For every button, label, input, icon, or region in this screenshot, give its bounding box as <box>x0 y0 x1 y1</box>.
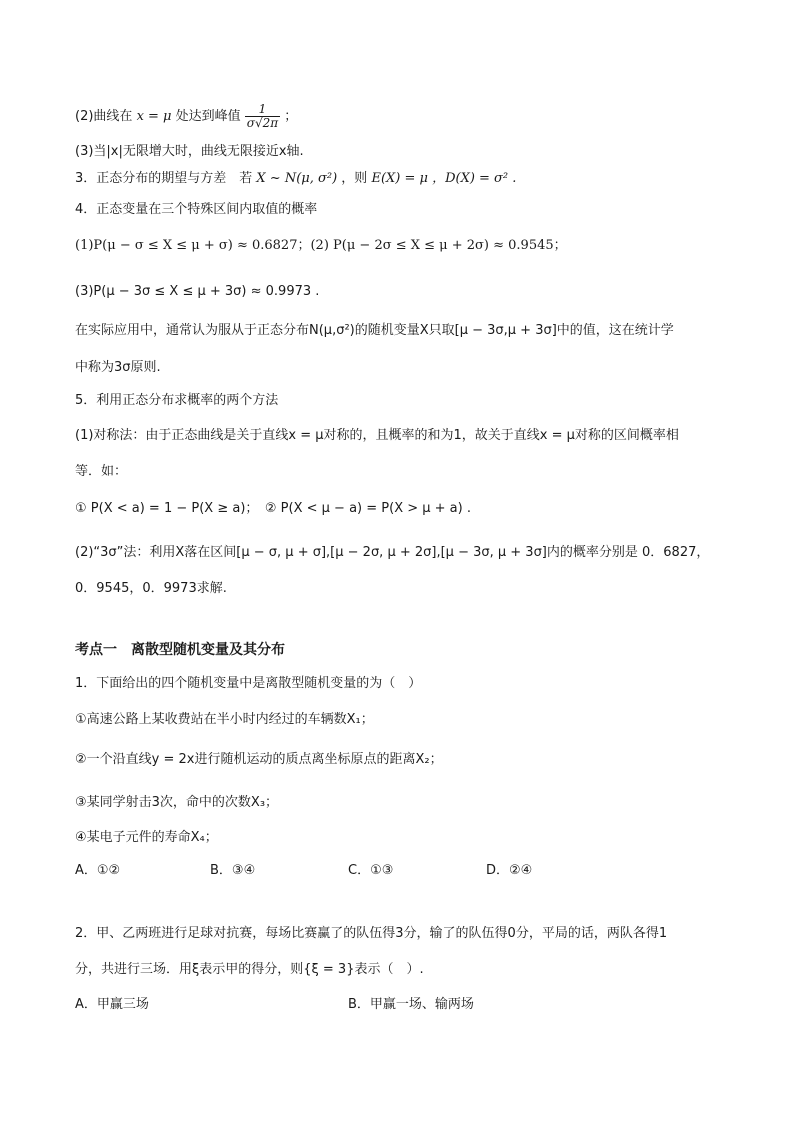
interval-heading: 4．正态变量在三个特殊区间内取值的概率 <box>75 202 318 217</box>
question-1-option-b[interactable]: B．③④ <box>210 863 256 878</box>
question-1-option-c[interactable]: C．①③ <box>348 863 394 878</box>
math: x = μ <box>136 109 172 124</box>
interval-prob-3: (3)P(μ − 3σ ≤ X ≤ μ + 3σ) ≈ 0.9973 . <box>75 284 320 299</box>
interval-prob-1-2: (1)P(μ − σ ≤ X ≤ μ + σ) ≈ 0.6827；(2) P(μ − 2σ ≤ X ≤ μ + 2σ) ≈ 0.9545； <box>75 238 567 253</box>
math: E(X) = μ ，D(X) = σ² . <box>371 171 517 186</box>
three-sigma-method: (2)“3σ”法：利用X落在区间[μ − σ, μ + σ],[μ − 2σ, μ + 2σ],[μ − 3σ, μ + 3σ]内的概率分别是 0．6827， <box>75 545 710 560</box>
fraction-numerator: 1 <box>245 103 280 117</box>
fraction-denominator: σ√2π <box>246 116 279 130</box>
question-1-option-d[interactable]: D．②④ <box>486 863 533 878</box>
application-line: 在实际应用中，通常认为服从于正态分布N(μ,σ²)的随机变量X只取[μ − 3σ,μ + 3σ]中的值，这在统计学 <box>75 323 674 338</box>
symmetry-method: (1)对称法：由于正态曲线是关于直线x = μ对称的，且概率的和为1，故关于直线x = μ对称的区间概率相 <box>75 428 679 443</box>
asymptote-line: (3)当|x|无限增大时，曲线无限接近x轴. <box>75 144 304 159</box>
question-1-option-a[interactable]: A．①② <box>75 863 121 878</box>
question-2-stem-line-2: 分，共进行三场．用ξ表示甲的得分，则{ξ = 3}表示（ ）. <box>75 962 424 977</box>
three-sigma-rule: 中称为3σ原则. <box>75 360 161 375</box>
section-heading: 考点一 离散型随机变量及其分布 <box>75 642 285 658</box>
question-1-item-3: ③某同学射击3次，命中的次数X₃； <box>75 795 279 810</box>
question-2-option-b[interactable]: B．甲赢一场、输两场 <box>348 997 474 1012</box>
three-sigma-values: 0．9545，0．9973求解. <box>75 581 227 596</box>
question-1-stem: 1．下面给出的四个随机变量中是离散型随机变量的为（ ） <box>75 676 422 691</box>
text: (2)曲线在 <box>75 109 133 124</box>
text: 3．正态分布的期望与方差 若 <box>75 171 253 186</box>
fraction <box>245 103 280 130</box>
text: 处达到峰值 <box>175 109 241 124</box>
expectation-line <box>75 170 516 188</box>
question-2-stem-line-1: 2．甲、乙两班进行足球对抗赛，每场比赛赢了的队伍得3分，输了的队伍得0分，平局的话，两队各得1 <box>75 926 668 941</box>
peak-line <box>75 103 297 130</box>
text: ，则 <box>341 171 368 186</box>
question-1-item-1: ①高速公路上某收费站在半小时内经过的车辆数X₁； <box>75 712 374 727</box>
methods-heading: 5．利用正态分布求概率的两个方法 <box>75 393 279 408</box>
question-2-option-a[interactable]: A．甲赢三场 <box>75 997 149 1012</box>
math: X ~ N(μ, σ²) <box>256 171 338 186</box>
example-intro: 等．如： <box>75 464 128 479</box>
symmetry-examples: ① P(X < a) = 1 − P(X ≥ a)； ② P(X < μ − a) = P(X > μ + a) . <box>75 501 471 516</box>
question-1-item-2: ②一个沿直线y = 2x进行随机运动的质点离坐标原点的距离X₂； <box>75 752 443 767</box>
question-1-item-4: ④某电子元件的寿命X₄； <box>75 830 218 845</box>
text: ； <box>284 109 298 124</box>
